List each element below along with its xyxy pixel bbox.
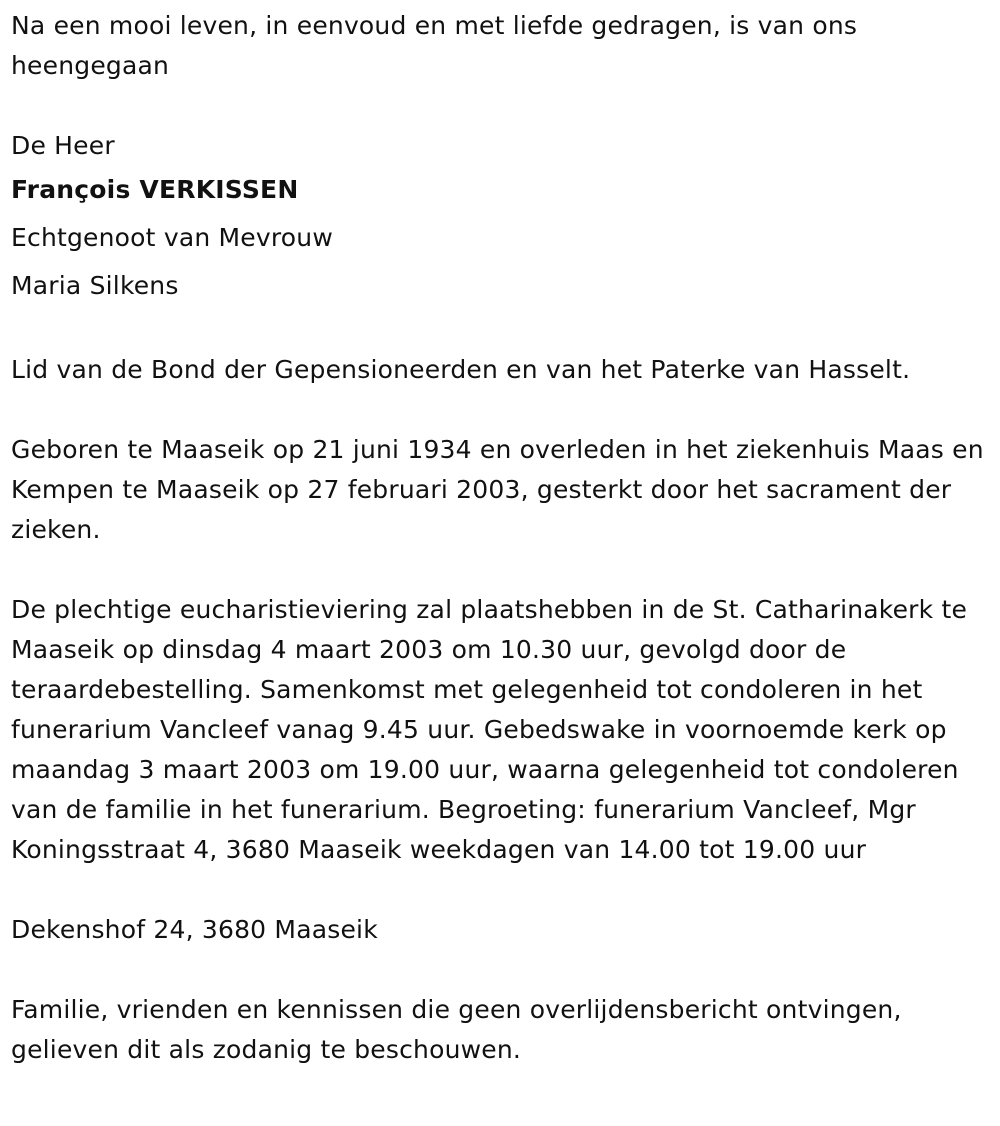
ceremony-text: De plechtige eucharistieviering zal plaatshebben in de St. Catharinakerk te Maaseik op dinsdag 4 maart 2003 om 10.30 uur, gevolgd door de teraardebestelling. Samenkomst met gelegenheid tot condoleren in het funerarium Vancleef vanag 9.45 uur. Gebedswake in voornoemde kerk op maandag 3 maart 2003 om 19.00 uur, waarna gelegenheid tot condoleren van de familie in het funerarium. Begroeting: funerarium Vancleef, Mgr Koningsstraat 4, 3680 Maaseik weekdagen van 14.00 tot 19.00 uur	[11, 595, 968, 864]
spacer	[11, 390, 991, 430]
closing-text: Familie, vrienden en kennissen die geen overlijdensbericht ontvingen, gelieven dit als zodanig te beschouwen.	[11, 995, 902, 1064]
death-notice	[11, 6, 991, 1070]
intro-text: Na een mooi leven, in eenvoud en met liefde gedragen, is van ons heengegaan	[11, 11, 858, 80]
membership-text: Lid van de Bond der Gepensioneerden en van het Paterke van Hasselt.	[11, 355, 911, 384]
spacer	[11, 550, 991, 590]
address-text: Dekenshof 24, 3680 Maaseik	[11, 915, 378, 944]
honorific: De Heer	[11, 131, 115, 160]
birth-death-text: Geboren te Maaseik op 21 juni 1934 en overleden in het ziekenhuis Maas en Kempen te Maaseik op 27 februari 2003, gesterkt door het sacrament der zieken.	[11, 435, 984, 544]
spacer	[11, 870, 991, 910]
spacer	[11, 310, 991, 350]
spacer	[11, 950, 991, 990]
spouse-line-2: Maria Silkens	[11, 271, 179, 300]
deceased-name: François VERKISSEN	[11, 175, 299, 204]
spouse-line-1: Echtgenoot van Mevrouw	[11, 223, 333, 252]
spacer	[11, 86, 991, 126]
